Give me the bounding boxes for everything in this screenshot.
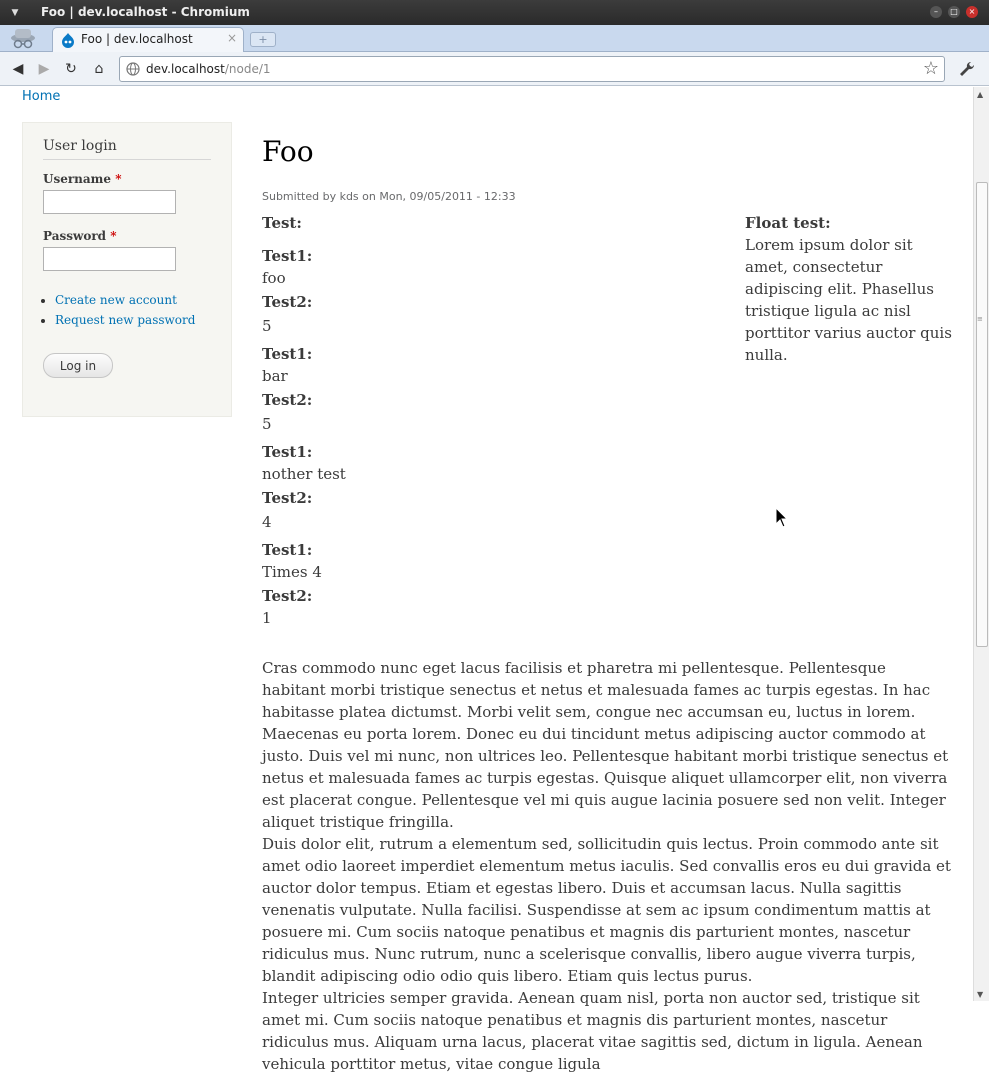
browser-toolbar <box>0 52 989 86</box>
test2-label: Test2: <box>262 391 313 409</box>
url-text <box>146 62 271 76</box>
user-login-block <box>22 122 232 417</box>
username-label-text: Username <box>43 172 112 186</box>
username-label <box>43 172 121 186</box>
paragraph: Integer ultricies semper gravida. Aenean quam nisl, porta non auctor sed, tristique sit amet mi. Cum sociis natoque penatibus et magnis dis parturient montes, nascetur ridiculus mus. Aliquam urna lacus, placerat vitae sagittis sed, dictum in ligula. Aenean vehicula porttitor metus, vitae congue ligula <box>262 989 923 1073</box>
window-menu-icon[interactable]: ▼ <box>11 8 19 18</box>
password-label-text: Password <box>43 229 107 243</box>
scrollbar-thumb[interactable] <box>976 182 988 647</box>
test1-label: Test1: <box>262 443 313 461</box>
test1-value: nother test <box>262 465 346 483</box>
test2-value: 4 <box>262 513 272 531</box>
maximize-icon[interactable]: □ <box>948 6 960 18</box>
test-fields <box>262 212 732 635</box>
test1-label: Test1: <box>262 541 313 559</box>
list-item <box>55 313 195 327</box>
field-group <box>262 245 732 337</box>
test-label: Test: <box>262 214 302 232</box>
reload-icon[interactable]: ↻ <box>65 61 77 77</box>
forward-arrow-icon[interactable]: ▶ <box>38 61 50 77</box>
scroll-down-arrow-icon[interactable]: ▼ <box>977 990 984 999</box>
close-window-icon[interactable]: × <box>966 6 978 18</box>
field-group <box>262 343 732 435</box>
required-mark: * <box>115 172 122 186</box>
password-label <box>43 229 117 243</box>
test2-label: Test2: <box>262 293 313 311</box>
new-tab-button[interactable]: + <box>250 32 276 47</box>
globe-icon <box>126 62 140 76</box>
bookmark-star-icon[interactable]: ☆ <box>922 58 939 79</box>
test1-value: bar <box>262 367 288 385</box>
incognito-icon <box>5 27 41 51</box>
required-mark: * <box>110 229 117 243</box>
field-group <box>262 539 732 629</box>
user-login-title: User login <box>43 138 211 160</box>
test2-value: 5 <box>262 415 272 433</box>
tab-foo[interactable] <box>52 27 244 52</box>
url-path: /node/1 <box>224 62 271 76</box>
login-links-list <box>55 293 195 333</box>
test2-label: Test2: <box>262 489 313 507</box>
submitted-info: Submitted by kds on Mon, 09/05/2011 - 12:33 <box>262 190 516 203</box>
breadcrumb-home-link[interactable]: Home <box>22 89 61 104</box>
page-title: Foo <box>262 135 314 168</box>
list-item <box>55 293 195 307</box>
home-icon[interactable]: ⌂ <box>94 61 104 77</box>
test2-label: Test2: <box>262 587 313 605</box>
paragraph: Cras commodo nunc eget lacus facilisis et pharetra mi pellentesque. Pellentesque habitant morbi tristique senectus et netus et malesuada fames ac turpis egestas. In hac habitasse platea dictumst. Morbi velit sem, congue nec accumsan eu, luctus in lorem. Maecenas eu porta lorem. Donec eu dui tincidunt metus adipiscing auctor commodo at justo. Duis vel mi nunc, non ultrices leo. Pellentesque habitant morbi tristique senectus et netus et malesuada fames ac turpis egestas. Quisque aliquet ullamcorper elit, non viverra est placerat congue. Pellentesque vel mi quis augue lacinia posuere sed non velit. Integer aliquet tristique fringilla. <box>262 659 949 831</box>
url-host: dev.localhost <box>146 62 225 76</box>
create-account-link[interactable]: Create new account <box>55 293 177 307</box>
scrollbar-grip-icon: ≡ <box>977 315 983 323</box>
test2-value: 1 <box>262 609 272 627</box>
float-test-label: Float test: <box>745 214 831 232</box>
mouse-cursor-icon <box>775 507 789 529</box>
scroll-up-arrow-icon[interactable]: ▲ <box>977 90 984 99</box>
minimize-icon[interactable]: – <box>930 6 942 18</box>
back-arrow-icon[interactable]: ◀ <box>12 61 24 77</box>
window-title: Foo | dev.localhost - Chromium <box>41 5 250 19</box>
address-bar[interactable] <box>119 56 945 82</box>
test1-value: Times 4 <box>262 563 322 581</box>
request-password-link[interactable]: Request new password <box>55 313 196 327</box>
paragraph: Duis dolor elit, rutrum a elementum sed, sollicitudin quis lectus. Proin commodo ante sit amet odio laoreet imperdiet elementum metus iaculis. Sed convallis eros eu dui gravida et auctor dolor tempus. Etiam et egestas libero. Duis et accumsan lacus. Nulla sagittis venenatis vulputate. Nulla facilisi. Suspendisse at sem ac ipsum condimentum mattis at posuere mi. Cum sociis natoque penatibus et magnis dis parturient montes, nascetur ridiculus mus. Nunc rutrum, nunc a scelerisque convallis, libero augue viverra turpis, blandit adipiscing odio odio quis libero. Etiam quis lectus purus. <box>262 835 951 985</box>
page-viewport <box>0 87 973 1073</box>
window-titlebar <box>0 0 989 25</box>
wrench-menu-icon[interactable] <box>958 60 976 78</box>
tab-title: Foo | dev.localhost <box>81 32 193 46</box>
test1-label: Test1: <box>262 247 313 265</box>
test1-label: Test1: <box>262 345 313 363</box>
body-text <box>262 657 954 1075</box>
password-input[interactable] <box>43 247 176 271</box>
float-test-text: Lorem ipsum dolor sit amet, consectetur adipiscing elit. Phasellus tristique ligula ac nisl porttitor varius auctor quis nulla. <box>745 236 952 364</box>
float-test-block <box>745 212 957 366</box>
username-input[interactable] <box>43 190 176 214</box>
field-group <box>262 441 732 533</box>
tab-close-icon[interactable]: × <box>226 31 237 45</box>
test2-value: 5 <box>262 317 272 335</box>
test1-value: foo <box>262 269 286 287</box>
log-in-button[interactable]: Log in <box>43 353 113 378</box>
drupal-favicon-icon <box>61 32 75 48</box>
vertical-scrollbar[interactable] <box>973 87 989 1001</box>
